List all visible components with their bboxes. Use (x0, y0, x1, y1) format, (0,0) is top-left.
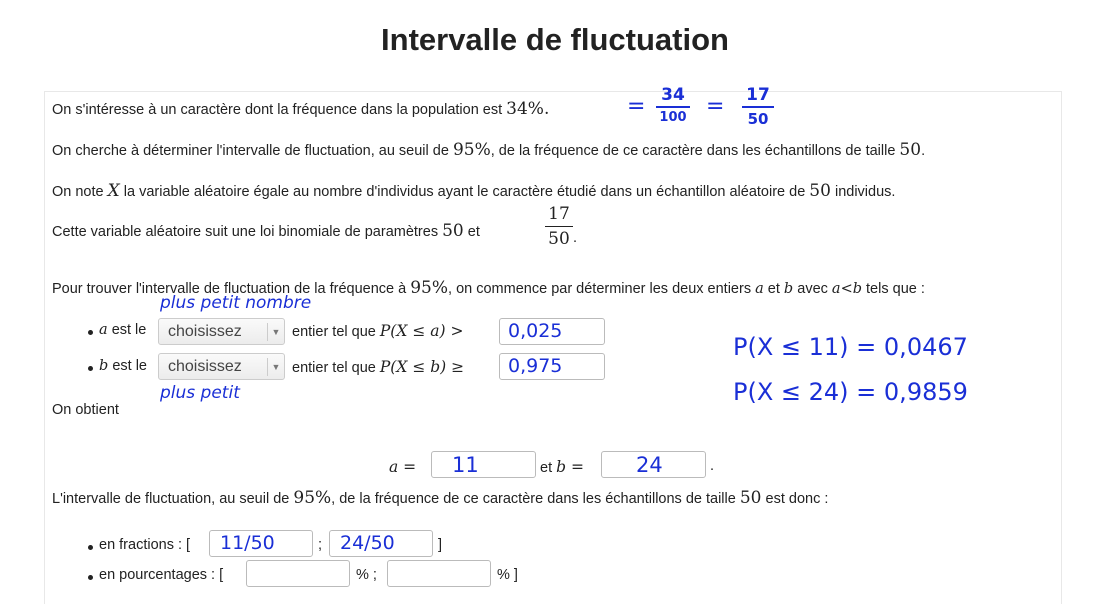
on-obtient: On obtient (52, 402, 119, 418)
paragraph-variable: On note X la variable aléatoire égale au nombre d'individus ayant le caractère étudié dans un échantillon aléatoire de 50 individus. (52, 181, 896, 201)
input-fraction-high[interactable]: 24/50 (329, 530, 433, 557)
select-b[interactable]: choisissez ▼ (158, 353, 285, 380)
handwritten-fraction-bar-1 (656, 106, 690, 108)
input-b-probability[interactable]: 0,975 (499, 353, 605, 380)
bullet-b (88, 366, 93, 371)
bullet-a (88, 330, 93, 335)
input-percent-high[interactable] (387, 560, 491, 587)
chevron-down-icon: ▼ (267, 323, 284, 341)
page-title: Intervalle de fluctuation (381, 22, 729, 57)
handwritten-note-a: plus petit nombre (160, 293, 312, 313)
paragraph-loi: Cette variable aléatoire suit une loi binomiale de paramètres 50 et (52, 221, 480, 241)
handwritten-probability-11: P(X ≤ 11) = 0,0467 (733, 333, 968, 361)
handwritten-note-b: plus petit (160, 383, 240, 403)
paragraph-frequence: On s'intéresse à un caractère dont la fréquence dans la population est 34%. (52, 99, 550, 119)
input-percent-low[interactable] (246, 560, 350, 587)
handwritten-equals-2: = (706, 94, 725, 119)
paragraph-methode: Pour trouver l'intervalle de fluctuation de la fréquence à 95%, on commence par déterminer les deux entiers a et b avec a<b tels que : (52, 278, 925, 298)
handwritten-den-2: 50 (747, 110, 769, 128)
handwritten-num-1: 34 (661, 85, 685, 105)
bullet-pourcentages (88, 575, 93, 580)
paragraph-objectif: On cherche à déterminer l'intervalle de fluctuation, au seuil de 95%, de la fréquence de ce caractère dans les échantillons de taille 50. (52, 140, 926, 160)
fraction-17-50: 17 50 (545, 204, 573, 249)
input-a-value[interactable]: 11 (431, 451, 536, 478)
paragraph-conclusion: L'intervalle de fluctuation, au seuil de 95%, de la fréquence de ce caractère dans les échantillons de taille 50 est donc : (52, 488, 829, 508)
input-fraction-low[interactable]: 11/50 (209, 530, 313, 557)
handwritten-equals-1: = (627, 94, 646, 119)
chevron-down-icon: ▼ (267, 358, 284, 376)
handwritten-num-2: 17 (746, 85, 770, 105)
input-a-probability[interactable]: 0,025 (499, 318, 605, 345)
select-a[interactable]: choisissez ▼ (158, 318, 285, 345)
handwritten-den-1: 100 (659, 110, 687, 125)
population-frequency: 34%. (506, 99, 550, 119)
handwritten-fraction-bar-2 (742, 106, 774, 108)
handwritten-probability-24: P(X ≤ 24) = 0,9859 (733, 378, 968, 406)
input-b-value[interactable]: 24 (601, 451, 706, 478)
bullet-fractions (88, 545, 93, 550)
